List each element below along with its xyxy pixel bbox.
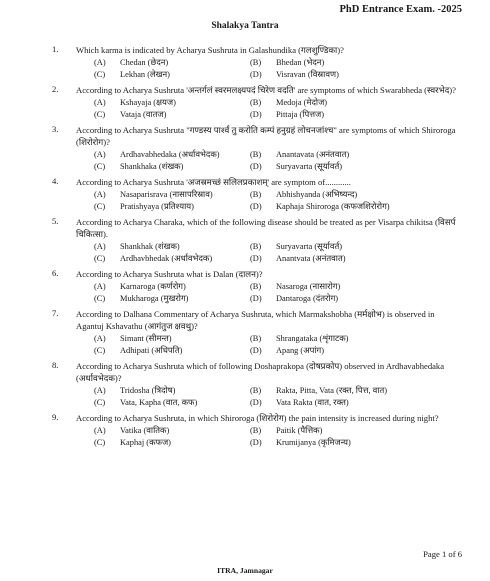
option-text: Chedan (छेदन) [120,58,169,67]
option-item [250,333,440,345]
option-list [94,241,454,264]
option-item [250,253,440,265]
option-item [250,109,440,121]
exam-title: PhD Entrance Exam. -2025 [339,4,462,15]
option-item [94,281,250,293]
option-item [94,397,250,409]
option-text: Vata, Kapha (वात, कफ) [120,397,198,407]
option-label: (D) [250,201,262,211]
option-label: (C) [94,69,106,79]
option-item [250,345,440,357]
option-text: Nasaparisrava (नासापरिस्राव) [120,190,213,199]
question-text: According to Acharya Sushruta what is Dalan (दालन)? [76,269,263,279]
option-text: Dantaroga (दंतरोग) [276,293,339,303]
question-item [0,176,490,212]
option-text: Ardhavbhedak (अर्धावभेदक) [120,253,213,263]
option-item [250,69,440,81]
option-label: (A) [94,386,106,395]
option-label: (C) [94,253,106,263]
option-list [94,97,454,120]
option-text: Vata Rakta (वात, रक्त) [276,397,349,407]
option-label: (D) [250,293,262,303]
question-item [0,268,490,304]
option-label: (B) [250,386,262,395]
option-item [94,241,250,253]
option-label: (B) [250,242,262,251]
option-item [94,253,250,265]
question-number: 1. [52,44,59,54]
option-text: Paitik (पैत्तिक) [276,426,323,435]
subject-title: Shalakya Tantra [211,21,279,31]
option-label: (D) [250,253,262,263]
question-number: 7. [52,308,59,318]
option-label: (D) [250,161,262,171]
option-text: Kshayaja (क्षयज) [120,98,176,107]
option-label: (C) [94,397,106,407]
question-number: 6. [52,268,59,278]
option-label: (C) [94,293,106,303]
question-item [0,84,490,120]
option-text: Tridosha (त्रिदोष) [120,386,176,395]
option-item [94,437,250,449]
option-list [94,425,454,448]
option-text: Karnaroga (कर्णरोग) [120,282,186,291]
option-label: (A) [94,190,106,199]
option-label: (D) [250,397,262,407]
option-text: Medoja (मेदोज) [276,98,328,107]
option-list [94,281,454,304]
option-item [94,161,250,173]
question-number: 8. [52,360,59,370]
option-text: Adhipati (अधिपति) [120,345,183,355]
option-text: Simant (सीमन्त) [120,334,172,343]
question-item [0,44,490,80]
option-label: (D) [250,109,262,119]
option-text: Shankhaka (शंखक) [120,161,184,171]
option-label: (B) [250,282,262,291]
option-label: (B) [250,150,262,159]
option-item [250,57,440,69]
question-number: 5. [52,216,59,226]
option-item [94,57,250,69]
option-text: Vataja (वातज) [120,109,167,119]
question-text: According to Acharya Sushruta "गण्डस्य पार्श्वं तु करोति कम्पं हनुग्रहं लोचनजांश्च" are symptoms of which Shiroroga (शिरोरोग)? [76,125,456,147]
question-item [0,124,490,172]
option-text: Abhishyanda (अभिष्यन्द) [276,190,358,199]
option-item [94,189,250,201]
option-label: (A) [94,150,106,159]
option-label: (A) [94,242,106,251]
option-text: Kaphaj (कफज) [120,437,171,447]
question-text: According to Acharya Sushruta 'अजस्रमच्छं सलिलप्रकाशम्' are symptom of............ [76,177,351,187]
option-item [250,397,440,409]
question-item [0,412,490,448]
option-text: Shankhak (शंखक) [120,242,180,251]
option-item [94,201,250,213]
option-item [94,293,250,305]
option-list [94,149,454,172]
question-number: 2. [52,84,59,94]
option-item [94,425,250,437]
option-item [250,161,440,173]
option-list [94,385,454,408]
option-text: Ardhavabhedaka (अर्धावभेदक) [120,150,220,159]
question-number: 4. [52,176,59,186]
option-label: (B) [250,58,262,67]
option-label: (C) [94,201,106,211]
option-text: Bhedan (भेदन) [276,58,325,67]
option-text: Suryavarta (सूर्यावर्त) [276,161,343,171]
question-number: 9. [52,412,59,422]
option-label: (B) [250,334,262,343]
option-text: Lekhan (लेखन) [120,69,170,79]
option-label: (C) [94,345,106,355]
option-item [94,149,250,161]
option-label: (B) [250,190,262,199]
option-label: (D) [250,345,262,355]
option-label: (B) [250,426,262,435]
option-item [94,385,250,397]
option-item [250,281,440,293]
option-item [250,425,440,437]
option-item [94,69,250,81]
option-item [250,201,440,213]
option-item [94,109,250,121]
option-text: Nasaroga (नासारोग) [276,282,341,291]
question-text: According to Acharya Charaka, which of the following disease should be treated as per Visarpa chikitsa (विसर्प चिकित्सा). [76,217,456,239]
option-item [250,97,440,109]
option-label: (A) [94,426,106,435]
option-text: Pittaja (पित्तज) [276,109,324,119]
option-label: (C) [94,109,106,119]
option-item [250,241,440,253]
option-label: (A) [94,58,106,67]
question-text: According to Dalhana Commentary of Acharya Sushruta, which Marmakshobha (मर्मक्षोभ) is observed in Agantuj Kshavathu (आगंतुज क्षवथु)? [76,309,435,331]
question-number: 3. [52,124,59,134]
option-text: Visravan (विस्रावण) [276,69,339,79]
option-item [250,437,440,449]
option-text: Anantavata (अनंतवात) [276,150,350,159]
question-text: According to Acharya Sushruta which of following Doshaprakopa (दोषप्रकोप) observed in Ardhavabhedaka (अर्धावभेदक)? [76,361,445,383]
option-text: Mukharoga (मुखरोग) [120,293,189,303]
question-item [0,360,490,408]
question-text: According to Acharya Sushruta, in which Shiroroga (शिरोरोग) the pain intensity is increased during night? [76,413,439,423]
option-label: (C) [94,161,106,171]
question-item [0,308,490,356]
option-label: (A) [94,282,106,291]
question-text: According to Acharya Sushruta 'अन्तर्गलं स्वरमलक्ष्यपदं चिरेण वदति' are symptoms of which Swarabheda (स्वरभेद)? [76,85,456,95]
option-text: Krumijanya (कृमिजन्य) [276,437,351,447]
option-item [250,189,440,201]
option-text: Rakta, Pitta, Vata (रक्त, पित्त, वात) [276,386,388,395]
option-text: Apang (अपांग) [276,345,325,355]
page-number: Page 1 of 6 [423,549,462,559]
option-item [250,293,440,305]
institute-name: ITRA, Jamnagar [217,566,273,575]
question-text: Which karma is indicated by Acharya Sushruta in Galashundika (गलशुण्डिका)? [76,45,344,55]
option-text: Kaphaja Shiroroga (कफजशिरोरोग) [276,201,390,211]
option-list [94,57,454,80]
question-list [0,44,490,452]
option-text: Suryavarta (सूर्यावर्त) [276,242,343,251]
option-item [94,97,250,109]
option-list [94,333,454,356]
option-text: Shrangataka (शृंगाटक) [276,334,349,343]
option-text: Vatika (वातिक) [120,426,170,435]
option-item [94,333,250,345]
option-label: (A) [94,334,106,343]
option-list [94,189,454,212]
option-item [94,345,250,357]
question-item [0,216,490,264]
option-item [250,385,440,397]
option-label: (D) [250,437,262,447]
option-label: (D) [250,69,262,79]
option-label: (C) [94,437,106,447]
option-text: Anantvata (अनंतवात) [276,253,346,263]
option-label: (A) [94,98,106,107]
option-item [250,149,440,161]
option-label: (B) [250,98,262,107]
option-text: Pratishyaya (प्रतिश्याय) [120,201,194,211]
